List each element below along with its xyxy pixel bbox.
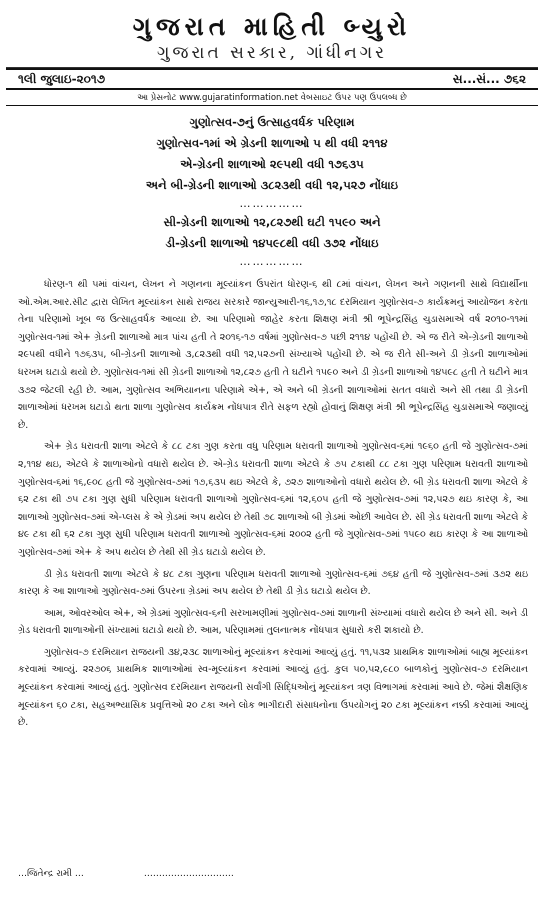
signoff [18,869,234,879]
headline-line: ગુણોત્સવ-૭નું ઉત્સાહવર્ધક પરિણામ [189,115,355,129]
release-date: ૧લી જુલાઇ-૨૦૧૭ [18,71,106,86]
masthead [6,6,538,68]
body-text [18,276,528,732]
release-serial: સ...સં... ૭૬૨ [452,71,526,86]
headline-block [36,112,508,270]
headline-line: અને બી-ગ્રેડની શાળાઓ ૩૮૨૩થી વધી ૧૨,૫૨૭ નોંધાઇ [145,178,399,192]
author-signature: …જિતેન્દ્ર રામી … [18,869,84,879]
headline-line: સી-ગ્રેડની શાળાઓ ૧૨,૮૨૭થી ઘટી ૧૫૯૦ અને [163,215,381,229]
body-paragraph: ગુણોત્સવ-૭ દરમિયાન રાજયની ૩૪,૨૩૮ શાળાઓનું મૂલ્યાંકન કરવામાં આવ્યું હતું. ૧૧,૫૩૨ પ્રાથમિક શાળાઓમાં બાહ્ય મૂલ્યાંકન કરવામાં આવ્યું. ૨૨૭૦૬ પ્રાથમિક શાળાઓમાં સ્વ-મૂલ્યાંકન કરવામાં આવ્યું હતું. કુલ ૫૦,૫૨,૯૮૦ બાળકોનું ગુણોત્સવ-૭ દરમિયાન મૂલ્યાંકન કરવામાં આવ્યું હતું. ગુણોત્સવ દરમિયાન રાજયની સર્વાંગી સિદ્ધિઓનું મૂલ્યાંકન ત્રણ વિભાગમાં કરવામાં આવે છે. જેમાં શૈક્ષણિક મૂલ્યાંકન ૬૦ ટકા, સહઅભ્યાસિક પ્રવૃત્તિઓ ૨૦ ટકા અને લોક ભાગીદારી સંસાધનોના ઉપયોગનું ૨૦ ટકા મૂલ્યાંકન નક્કી કરવામાં આવ્યું છે. [18,646,528,729]
masthead-subtitle: ગુજરાત સરકાર, ગાંધીનગર [157,43,387,63]
signoff-rule: ………………………… [143,869,234,879]
headline-line: ગુણોત્સવ-૧માં એ ગ્રેડની શાળાઓ ૫ થી વધી ૨૧૧૪ [156,136,388,150]
body-paragraph: ધોરણ-૧ થી ૫માં વાંચન, લેખન ને ગણનના મૂલ્યાંકન ઉપરાંત ધોરણ-૬ થી ૮માં વાંચન, લેખન અને ગણનની સાથે વિદ્યાર્થીના ઓ.એમ.આર.સીટ દ્વારા લેખિત મૂલ્યાંકન સાથે રાજય સરકારે જાન્યુઆરી-૧૬,૧૭,૧૮ દરમિયાન ગુણોત્સવ-૭ કાર્યક્રમનું આયોજન કરતા તેના પરિણામો ખૂબ જ ઉત્સાહવર્ધક આવ્યા છે. આ પરિણામો જાહેર કરતા શિક્ષણ મંત્રી શ્રી ભૂપેન્દ્રસિંહ ચુડાસમાએ વર્ષ ૨૦૧૦-૧૧માં ગુણોત્સવ-૧માં એ+ ગ્રેડની શાળાઓ માત્ર પાંચ હતી તે ૨૦૧૬-૧૭ વર્ષમાં ગુણોત્સવ-૭ પછી ૨૧૧૪ પહોંચી છે. એ જ રીતે એ-ગ્રેડની શાળાઓ ૨૯૫થી વધીને ૧૭૬૩૫, બી-ગ્રેડની શાળાઓ ૩,૮૨૩થી વધી ૧૨,૫૨૭ની સંખ્યાએ પહોંચી છે. એ જ રીતે સી-અને ડી ગ્રેડની શાળાઓમાં ધરખમ ઘટાડો થયો છે. ગુણોત્સવ-૧માં સી ગ્રેડની શાળાઓ ૧૨,૮૨૭ હતી તે ઘટીને ૧૫૯૦ અને ડી ગ્રેડની શાળાઓ ૧૪૫૯૮ હતી તે ઘટીને માત્ર ૩૭૨ જેટલી રહી છે. આમ, ગુણોત્સવ અભિયાનના પરિણામે એ+, એ અને બી ગ્રેડની શાળાઓમાં સતત વધારો અને સી તથા ડી ગ્રેડની શાળાઓમાં ધરખમ ઘટાડો થતા શાળા ગુણોત્સવ કાર્યક્રમ નોંધપાત્ર રીતે સફળ રહ્યો હોવાનું શિક્ષણ મંત્રી શ્રી ભૂપેન્દ્રસિંહ ચુડાસમાએ જણાવ્યું છે. [18,279,528,431]
press-note-page [6,6,538,895]
headline-line: એ-ગ્રેડની શાળાઓ ૨૯૫થી વધી ૧૭૬૩૫ [180,157,364,171]
dateline [6,68,538,90]
body-paragraph: એ+ ગ્રેડ ધરાવતી શાળા એટલે કે ૮૮ ટકા ગુણ કરતા વધુ પરિણામ ધરાવતી શાળાઓ ગુણોત્સવ-૬માં ૧૯૬૦ હતી જે ગુણોત્સવ-૭માં ૨,૧૧૪ થઇ, એટલે કે શાળાઓનો વધારો થયેલ છે. એ-ગ્રેડ ધરાવતી શાળા એટલે કે ૭૫ ટકાથી ૮૮ ટકા ગુણ પરિણામ ધરાવતી શાળાઓ ગુણોત્સવ-૬માં ૧૬,૯૦૮ હતી જે ગુણોત્સવ-૭માં ૧૭,૬૩૫ થઇ એટલે કે, ૭૨૭ શાળાઓનો વધારો થયેલ છે. બી ગ્રેડ ધરાવતી શાળા એટલે કે ૬૨ ટકા થી ૭૫ ટકા ગુણ સુધી પરિણામ ધરાવતી શાળાઓ ગુણોત્સવ-૬માં ૧૨,૬૦૫ હતી જે ગુણોત્સવ-૭માં ૧૨,૫૨૭ થઇ કારણ કે, આ શાળાઓ ગુણોત્સવ-૭માં એ-પ્લસ કે એ ગ્રેડમાં અપ થયેલ છે તેથી ૭૮ શાળાઓ બી ગ્રેડમાં ઓછી આવેલ છે. સી ગ્રેડ ધરાવતી શાળા એટલે કે ૪૯ ટકા થી ૬૨ ટકા ગુણ સુધી પરિણામ ધરાવતી શાળાઓ ગુણોત્સવ-૬માં ૨૦૦૨ હતી જે ગુણોત્સવ-૭માં ૧૫૯૦ થઇ કારણ કે આ શાળાઓ ગુણોત્સવ-૭માં એ+ કે અપ થયેલ છે તેથી સી ગ્રેડ ઘટાડો થયેલ છે. [18,441,528,558]
masthead-title: ગુજરાત માહિતી બ્યુરો [132,12,412,41]
body-paragraph: આમ, ઓવરઓલ એ+, એ ગ્રેડમાં ગુણોત્સવ-૬ની સરખામણીમાં ગુણોત્સવ-૭માં શાળાની સંખ્યામાં વધારો થયેલ છે અને સી. અને ડી ગ્રેડ ધરાવતી શાળાઓની સંખ્યામાં ઘટાડો થયો છે. આમ, પરિણામમાં તુલનાત્મક નોંધપાત્ર સુધારો કરી શકાયો છે. [18,607,528,637]
body-paragraph: ડી ગ્રેડ ધરાવતી શાળા એટલે કે ૪૮ ટકા ગુણના પરિણામ ધરાવતી શાળાઓ ગુણોત્સવ-૬માં ૭૬૪ હતી જે ગુણોત્સવ-૭માં ૩૭૨ થઇ કારણ કે આ શાળાઓ ગુણોત્સવ-૭માં ઉપરના ગ્રેડમાં અપ થયેલ છે તેથી ડી ગ્રેડ ઘટાડો થયેલ છે. [18,568,528,598]
headline-line: ડી-ગ્રેડની શાળાઓ ૧૪૫૯૮થી વધી ૩૭૨ નોંધાઇ [165,236,379,250]
headline-separator: …………… [239,197,305,210]
website-note: આ પ્રેસનોટ www.gujaratinformation.net વેબસાઇટ ઉપર પણ ઉપલબ્ધ છે [6,90,538,106]
headline-separator: …………… [239,255,305,268]
